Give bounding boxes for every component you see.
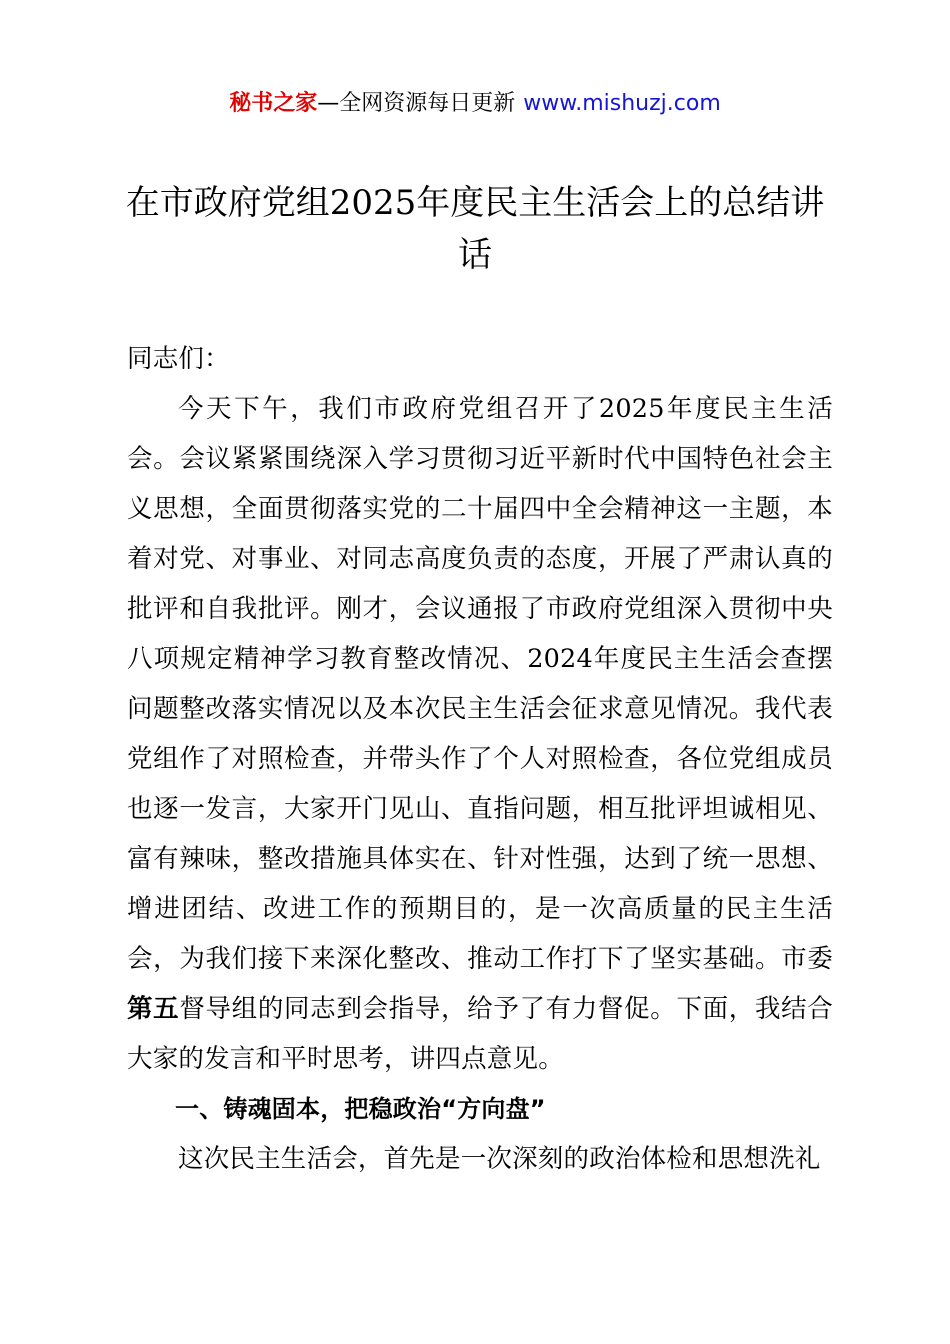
emphasized-text: 第五 [127, 994, 180, 1024]
opening-paragraph [127, 384, 833, 1084]
header-tagline: —全网资源每日更新 [317, 91, 516, 116]
salutation: 同志们： [127, 344, 230, 374]
opening-paragraph-text-cont: 督导组的同志到会指导，给予了有力督促。下面，我结合大家的发言和平时思考，讲四点意见。 [127, 994, 833, 1074]
site-header [0, 86, 950, 122]
document-title: 在市政府党组2025年度民主生活会上的总结讲话 [125, 182, 825, 275]
site-url-link[interactable]: www.mishuzj.com [523, 91, 721, 116]
section-heading-1: 一、铸魂固本，把稳政治“方向盘” [175, 1095, 546, 1123]
brand-name: 秘书之家 [229, 91, 318, 116]
document-body [127, 334, 833, 1184]
section-1-paragraph: 这次民主生活会，首先是一次深刻的政治体检和思想洗礼 [178, 1144, 821, 1174]
opening-paragraph-text: 今天下午，我们市政府党组召开了2025年度民主生活会。会议紧紧围绕深入学习贯彻习近平新时代中国特色社会主义思想，全面贯彻落实党的二十届四中全会精神这一主题，本着对党、对事业、对同志高度负责的态度，开展了严肃认真的批评和自我批评。刚才，会议通报了市政府党组深入贯彻中央八项规定精神学习教育整改情况、2024年度民主生活会查摆问题整改落实情况以及本次民主生活会征求意见情况。我代表党组作了对照检查，并带头作了个人对照检查，各位党组成员也逐一发言，大家开门见山、直指问题，相互批评坦诚相见、富有辣味，整改措施具体实在、针对性强，达到了统一思想、增进团结、改进工作的预期目的，是一次高质量的民主生活会，为我们接下来深化整改、推动工作打下了坚实基础。市委 [127, 394, 833, 974]
